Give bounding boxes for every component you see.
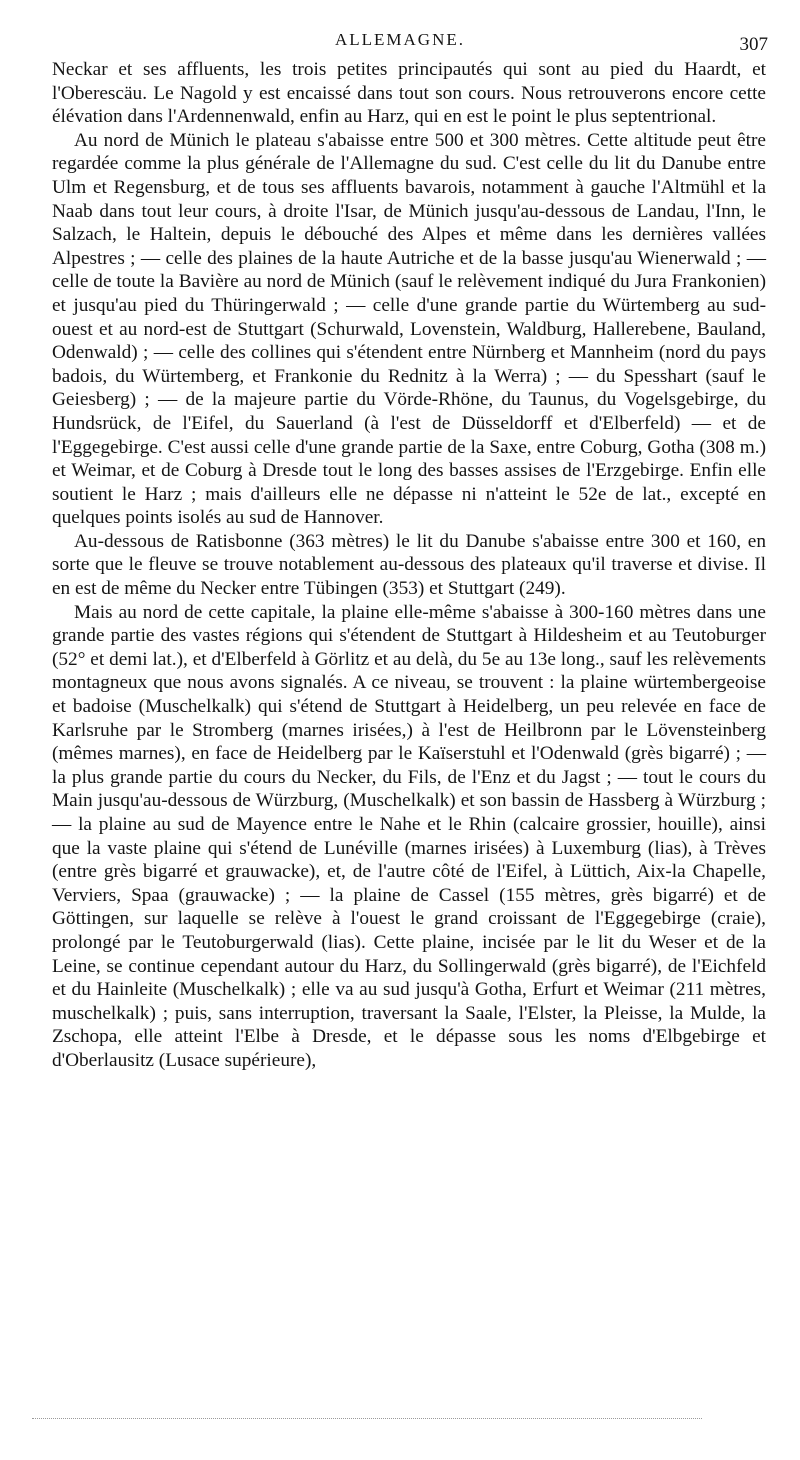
page-number: 307	[739, 34, 768, 55]
footer-dotted-rule	[32, 1418, 702, 1419]
paragraph-2: Au nord de Münich le plateau s'abaisse entre 500 et 300 mètres. Cette altitude peut être regardée comme la plus générale de l'Allemagne du sud. C'est celle du lit du Danube entre Ulm et Regensburg, et de tous ses affluents bavarois, notamment à gauche l'Altmühl et la Naab dans tout leur cours, à droite l'Isar, de Münich jusqu'au-dessous de Landau, l'Inn, le Salzach, le Haltein, depuis le débouché des Alpes et même dans les dernières vallées Alpestres ; — celle des plaines de la haute Autriche et de la basse jusqu'au Wienerwald ; — celle de toute la Bavière au nord de Münich (sauf le relèvement indiqué du Jura Frankonien) et jusqu'au pied du Thüringerwald ; — celle d'une grande partie du Würtemberg au sud-ouest et au nord-est de Stuttgart (Schurwald, Lovenstein, Waldburg, Hallerebene, Bauland, Odenwald) ; — celle des collines qui s'étendent entre Nürnberg et Mannheim (nord du pays badois, du Würtemberg, et Frankonie du Rednitz à la Werra) ; — du Spesshart (sauf le Geiesberg) ; — de la majeure partie du Vörde-Rhöne, du Taunus, du Vogelsgebirge, du Hundsrück, de l'Eifel, du Sauerland (à l'est de Düsseldorff et d'Elberfeld) — et de l'Eggegebirge. C'est aussi celle d'une grande partie de la Saxe, entre Coburg, Gotha (308 m.) et Weimar, et de Coburg à Dresde tout le long des basses assises de l'Erzgebirge. Enfin elle soutient le Harz ; mais d'ailleurs elle ne dépasse ni n'atteint le 52e de lat., excepté en quelques points isolés au sud de Hannover.	[52, 129, 766, 529]
paragraph-3: Au-dessous de Ratisbonne (363 mètres) le lit du Danube s'abaisse entre 300 et 160, en sorte que le fleuve se trouve notablement au-dessous des plateaux qu'il traverse et divise. Il en est de même du Necker entre Tübingen (353) et Stuttgart (249).	[52, 530, 766, 600]
page-header	[30, 30, 770, 58]
running-head: ALLEMAGNE.	[334, 30, 465, 49]
paragraph-1: Neckar et ses affluents, les trois petites principautés qui sont au pied du Haardt, et l'Oberescäu. Le Nagold y est encaissé dans tout son cours. Nous retrouverons encore cette élévation dans l'Ardennenwald, enfin au Harz, qui en est le point le plus septentrional.	[52, 59, 766, 128]
body-text	[52, 58, 766, 1073]
paragraph-4: Mais au nord de cette capitale, la plaine elle-même s'abaisse à 300-160 mètres dans une grande partie des vastes régions qui s'étendent de Stuttgart à Hildesheim et au Teutoburger (52° et demi lat.), et d'Elberfeld à Görlitz et au delà, du 5e au 13e long., sauf les relèvements montagneux que nous avons signalés. A ce niveau, se trouvent : la plaine würtembergeoise et badoise (Muschelkalk) qui s'étend de Stuttgart à Heidelberg, un peu relevée en face de Karlsruhe par le Stromberg (marnes irisées,) à l'est de Heilbronn par le Lövensteinberg (mêmes marnes), en face de Heidelberg par le Kaïserstuhl et l'Odenwald (grès bigarré) ; — la plus grande partie du cours du Necker, du Fils, de l'Enz et du Jagst ; — tout le cours du Main jusqu'au-dessous de Würzburg, (Muschelkalk) et son bassin de Hassberg à Würzburg ; — la plaine au sud de Mayence entre le Nahe et le Rhin (calcaire grossier, houille), ainsi que la vaste plaine qui s'étend de Lunéville (marnes irisées) à Luxemburg (lias), à Trèves (entre grès bigarré et grauwacke), et, de l'autre côté de l'Eifel, à Lüttich, Aix-la Chapelle, Verviers, Spaa (grauwacke) ; — la plaine de Cassel (155 mètres, grès bigarré) et de Göttingen, sur laquelle se relève à l'ouest le grand croissant de l'Eggegebirge (craie), prolongé par le Teutoburgerwald (lias). Cette plaine, incisée par le lit du Weser et de la Leine, se continue cependant autour du Harz, du Sollingerwald (grès bigarré), de l'Eichfeld et du Hainleite (Muschelkalk) ; elle va au sud jusqu'à Gotha, Erfurt et Weimar (211 mètres, muschelkalk) ; puis, sans interruption, traversant la Saale, l'Elster, la Pleisse, la Mulde, la Zschopa, elle atteint l'Elbe à Dresde, et le dépasse sous les noms d'Elbgebirge et d'Oberlausitz (Lusace supérieure),	[52, 601, 766, 1071]
